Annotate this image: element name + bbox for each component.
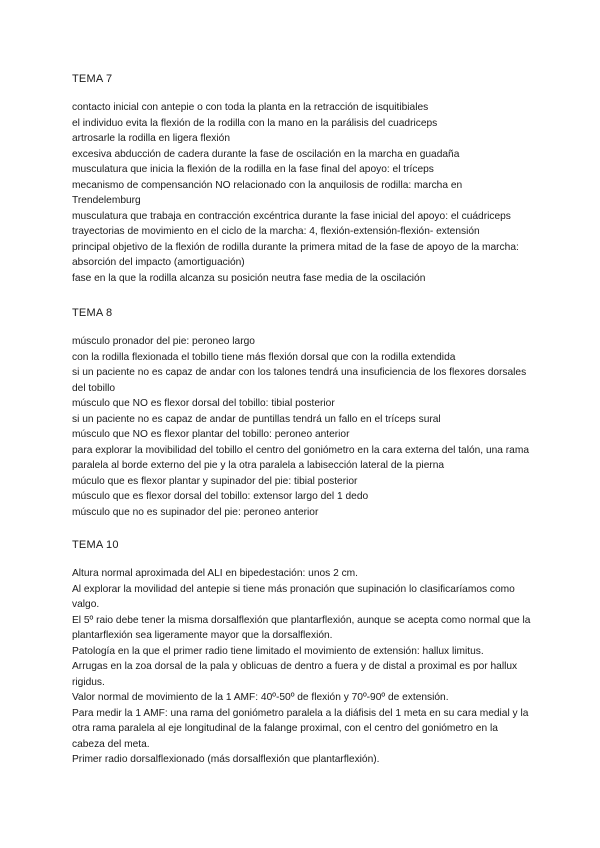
list-item: Patología en la que el primer radio tiene limitado el movimiento de extensión: hallux limitus. <box>72 645 484 657</box>
document-page <box>72 72 532 786</box>
list-item: Valor normal de movimiento de la 1 AMF: 40º-50º de flexión y 70º-90º de extensión. <box>72 692 449 703</box>
list-item: para explorar la movibilidad del tobillo el centro del goniómetro en la cara externa del talón, una rama paralela al borde externo del pie y la otra paralela a labisección lateral de la pierna <box>72 444 530 471</box>
list-item: músculo que NO es flexor plantar del tobillo: peroneo anterior <box>72 429 350 440</box>
list-item: Altura normal aproximada del ALI en bipedestación: unos 2 cm. <box>72 568 358 579</box>
list-item: con la rodilla flexionada el tobillo tiene más flexión dorsal que con la rodilla extendida <box>72 351 456 363</box>
list-item: Al explorar la movilidad del antepie si tiene más pronación que supinación lo clasificaríamos como valgo. <box>72 583 515 610</box>
list-item: principal objetivo de la flexión de rodilla durante la primera mitad de la fase de apoyo de la marcha: absorción del impacto (amortiguación) <box>72 241 519 268</box>
list-item: músculo que no es supinador del pie: peroneo anterior <box>72 506 319 518</box>
section-tema-10 <box>72 538 532 768</box>
list-item: mecanismo de compensanción NO relacionado con la anquilosis de rodilla: marcha en Trendelemburg <box>72 179 463 206</box>
list-item: Para medir la 1 AMF: una rama del goniómetro paralela a la diáfisis del 1 meta en su cara medial y la otra rama paralela al eje longitudinal de la falange proximal, con el centro del goniómetro en la cabeza del meta. <box>72 707 529 750</box>
section-title: TEMA 10 <box>72 539 119 551</box>
list-item: el individuo evita la flexión de la rodilla con la mano en la parálisis del cuadriceps <box>72 117 438 129</box>
list-item: musculatura que trabaja en contracción excéntrica durante la fase inicial del apoyo: el cuádriceps <box>72 210 511 222</box>
list-item: fase en la que la rodilla alcanza su posición neutra fase media de la oscilación <box>72 272 426 284</box>
list-item: El 5º raio debe tener la misma dorsalflexión que plantarflexión, aunque se acepta como normal que la plantarflexión sea ligeramente mayor que la dorsalflexión. <box>72 614 531 641</box>
list-item: artrosarle la rodilla en ligera flexión <box>72 133 230 144</box>
list-item: si un paciente no es capaz de andar con los talones tendrá una insuficiencia de los flexores dorsales del tobillo <box>72 367 527 394</box>
list-item: músculo pronador del pie: peroneo largo <box>72 336 255 347</box>
list-item: músculo que NO es flexor dorsal del tobillo: tibial posterior <box>72 398 335 409</box>
list-item: Primer radio dorsalflexionado (más dorsalflexión que plantarflexión). <box>72 754 380 765</box>
list-item: Arrugas en la zoa dorsal de la pala y oblicuas de dentro a fuera y de distal a proximal es por hallux rigidus. <box>72 661 518 688</box>
list-item: musculatura que inicia la flexión de la rodilla en la fase final del apoyo: el tríceps <box>72 164 434 175</box>
list-item: contacto inicial con antepie o con toda la planta en la retracción de isquitibiales <box>72 102 429 113</box>
section-tema-7 <box>72 72 532 286</box>
list-item: trayectorias de movimiento en el ciclo de la marcha: 4, flexión-extensión-flexión- extensión <box>72 226 480 237</box>
list-item: múculo que es flexor plantar y supinador del pie: tibial posterior <box>72 475 358 487</box>
section-items <box>72 334 532 520</box>
section-items <box>72 100 532 286</box>
list-item: músculo que es flexor dorsal del tobillo: extensor largo del 1 dedo <box>72 491 369 502</box>
section-items <box>72 566 532 768</box>
section-tema-8 <box>72 306 532 520</box>
list-item: si un paciente no es capaz de andar de puntillas tendrá un fallo en el tríceps sural <box>72 413 441 425</box>
section-title: TEMA 7 <box>72 73 113 85</box>
section-title: TEMA 8 <box>72 307 113 319</box>
list-item: excesiva abducción de cadera durante la fase de oscilación en la marcha en guadaña <box>72 148 460 160</box>
